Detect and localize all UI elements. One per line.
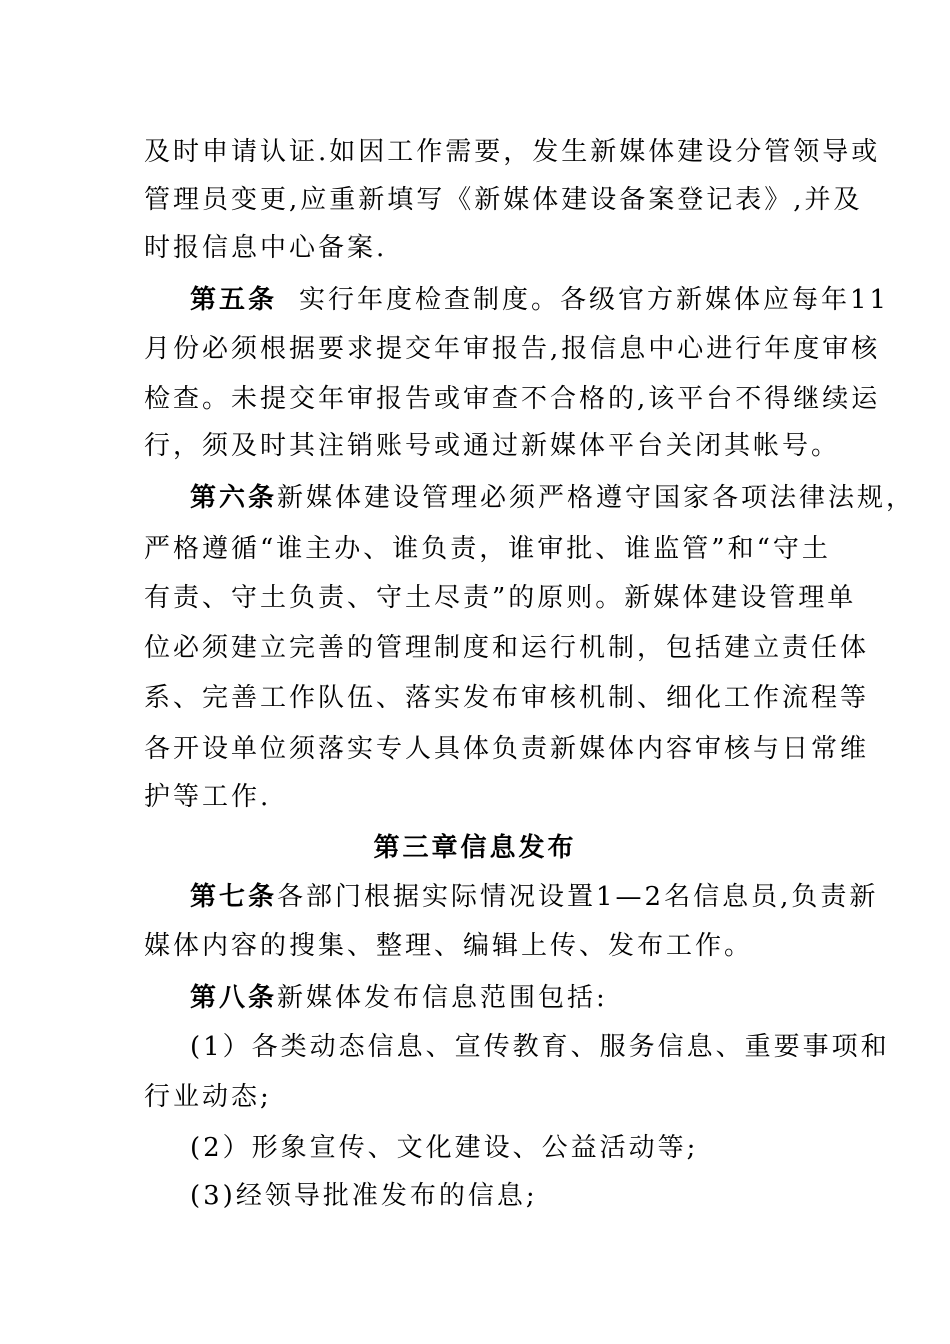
paragraph-line: 时报信息中心备案. <box>144 233 388 263</box>
list-item-1-continuation: 行业动态; <box>144 1082 272 1112</box>
paragraph-line: 有责、守土负责、守土尽责”的原则。新媒体建设管理单 <box>144 583 857 613</box>
list-item-2: (2）形象宣传、文化建设、公益活动等; <box>190 1133 699 1163</box>
article-7-heading: 第七条 <box>190 882 278 912</box>
paragraph-line: 管理员变更,应重新填写《新媒体建设备案登记表》,并及 <box>144 185 863 215</box>
paragraph-line: 检查。未提交年审报告或审查不合格的,该平台不得继续运 <box>144 384 881 414</box>
article-6-text: 新媒体建设管理必须严格遵守国家各项法律法规， <box>277 483 916 513</box>
article-5-first-line <box>190 282 889 318</box>
article-8-heading: 第八条 <box>190 983 278 1013</box>
article-7-first-line <box>190 879 878 915</box>
list-item-1: (1）各类动态信息、宣传教育、服务信息、重要事项和 <box>190 1032 890 1062</box>
paragraph-line: 及时申请认证.如因工作需要，发生新媒体建设分管领导或 <box>144 137 881 167</box>
paragraph-line: 行，须及时其注销账号或通过新媒体平台关闭其帐号。 <box>144 431 841 461</box>
chapter-heading: 第三章信息发布 <box>373 833 577 863</box>
article-5-heading: 第五条 <box>190 285 278 315</box>
article-6-first-line <box>190 480 915 516</box>
list-item-3: (3)经领导批准发布的信息; <box>190 1181 538 1211</box>
paragraph-line: 严格遵循“谁主办、谁负责，谁审批、谁监管”和“守土 <box>144 534 831 564</box>
paragraph-line: 各开设单位须落实专人具体负责新媒体内容审核与日常维 <box>144 734 870 764</box>
paragraph-line: 媒体内容的搜集、整理、编辑上传、发布工作。 <box>144 931 754 961</box>
article-5-text: 实行年度检查制度。各级官方新媒体应每年11 <box>299 285 890 315</box>
article-6-heading: 第六条 <box>190 483 278 513</box>
paragraph-line: 位必须建立完善的管理制度和运行机制，包括建立责任体 <box>144 633 870 663</box>
paragraph-line: 护等工作. <box>144 782 272 812</box>
article-8-first-line <box>190 980 608 1016</box>
paragraph-line: 月份必须根据要求提交年审报告,报信息中心进行年度审核 <box>144 334 881 364</box>
article-7-text: 各部门根据实际情况设置1—2名信息员,负责新 <box>277 882 879 912</box>
article-8-text: 新媒体发布信息范围包括: <box>277 983 608 1013</box>
paragraph-line: 系、完善工作队伍、落实发布审核机制、细化工作流程等 <box>144 683 870 713</box>
